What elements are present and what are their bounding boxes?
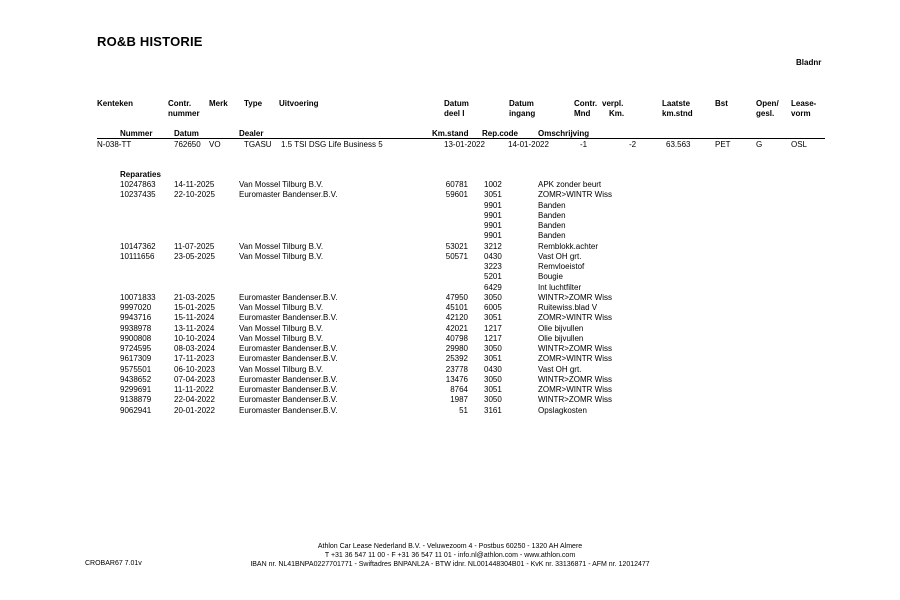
- table-row: [0, 190, 900, 200]
- repair-nummer: 9997020: [120, 303, 152, 312]
- table-row: [0, 180, 900, 190]
- repair-km: 60781: [445, 180, 468, 189]
- repair-datum: 21-03-2025: [174, 292, 215, 302]
- repair-omschrijving: Banden: [538, 210, 566, 220]
- repair-omschrijving: WINTR>ZOMR Wiss: [538, 344, 612, 353]
- repair-nummer: 9617309: [120, 354, 152, 364]
- vehicle-open-gesl: G: [756, 140, 763, 149]
- table-row: [0, 375, 900, 385]
- repair-code: 3051: [484, 190, 502, 200]
- header-contr-mnd-2: Mnd: [574, 109, 591, 118]
- repair-nummer: 10071833: [120, 292, 156, 302]
- repair-omschrijving: Ruitewiss.blad V: [538, 303, 598, 312]
- repair-km: 59601: [445, 190, 468, 200]
- repair-omschrijving: Remvloeistof: [538, 262, 585, 271]
- repair-km: 42021: [445, 323, 468, 333]
- vehicle-bst: PET: [715, 140, 731, 149]
- repair-code: 0430: [484, 364, 502, 374]
- repair-km: 50571: [445, 251, 468, 261]
- table-row: [0, 293, 900, 303]
- repair-code: 3051: [484, 354, 502, 364]
- header-contract-1: Contr.: [168, 99, 192, 108]
- repair-dealer: Euromaster Bandenser.B.V.: [239, 354, 338, 364]
- repair-nummer: 10247863: [120, 180, 156, 189]
- header-datum-ingang-2: ingang: [509, 109, 536, 118]
- header-datum: Datum: [174, 129, 199, 138]
- header-contract-2: nummer: [168, 109, 200, 118]
- repair-km: 29980: [445, 344, 468, 353]
- header-merk: Merk: [209, 99, 228, 108]
- repair-datum: 10-10-2024: [174, 333, 215, 343]
- repair-dealer: Van Mossel Tilburg B.V.: [239, 180, 324, 189]
- repair-omschrijving: WINTR>ZOMR Wiss: [538, 395, 612, 405]
- page-number-label: Bladnr: [796, 58, 822, 67]
- repair-nummer: 9575501: [120, 364, 152, 374]
- header-datum-ingang-1: Datum: [509, 99, 534, 108]
- header-type: Type: [244, 99, 263, 108]
- repair-omschrijving: Banden: [538, 200, 566, 210]
- reparaties-heading: Reparaties: [120, 170, 161, 179]
- repair-code: 3050: [484, 395, 502, 405]
- repair-nummer: 9062941: [120, 405, 152, 415]
- repair-omschrijving: Remblokk.achter: [538, 241, 599, 251]
- repair-km: 51: [459, 405, 468, 415]
- repair-code: 9901: [484, 210, 502, 220]
- repair-datum: 15-11-2024: [174, 313, 215, 323]
- repair-code: 1217: [484, 323, 502, 333]
- repair-code: 3212: [484, 241, 502, 251]
- repair-nummer: 9724595: [120, 344, 152, 353]
- header-open-1: Open/: [756, 99, 779, 108]
- repair-km: 1987: [450, 395, 468, 405]
- repair-dealer: Van Mossel Tilburg B.V.: [239, 303, 324, 312]
- repair-omschrijving: WINTR>ZOMR Wiss: [538, 292, 612, 302]
- repair-km: 53021: [445, 241, 468, 251]
- vehicle-uitvoering: 1.5 TSI DSG Life Business 5: [281, 140, 383, 149]
- repair-code: 6429: [484, 282, 502, 292]
- repair-nummer: 9943716: [120, 313, 152, 323]
- repair-nummer: 9938978: [120, 323, 152, 333]
- repair-dealer: Euromaster Bandenser.B.V.: [239, 292, 338, 302]
- header-laatste-1: Laatste: [662, 99, 691, 108]
- repair-nummer: 10237435: [120, 190, 156, 200]
- repair-km: 40798: [445, 333, 468, 343]
- repair-dealer: Euromaster Bandenser.B.V.: [239, 395, 338, 405]
- repair-code: 3050: [484, 292, 502, 302]
- table-row: [0, 365, 900, 375]
- repair-code: 3223: [484, 262, 502, 271]
- repair-dealer: Euromaster Bandenser.B.V.: [239, 344, 338, 353]
- repair-dealer: Euromaster Bandenser.B.V.: [239, 313, 338, 323]
- repair-omschrijving: Int luchtfilter: [538, 282, 582, 292]
- vehicle-contr-mnd: -1: [580, 140, 588, 149]
- repair-omschrijving: Olie bijvullen: [538, 323, 584, 333]
- repair-km: 25392: [445, 354, 468, 364]
- table-row: [0, 201, 900, 211]
- repair-dealer: Euromaster Bandenser.B.V.: [239, 385, 338, 394]
- header-verpl-km-1: verpl.: [602, 99, 624, 108]
- footer-address: Athlon Car Lease Nederland B.V. - Veluwezoom 4 - Postbus 60250 - 1320 AH Almere: [317, 543, 583, 550]
- repair-omschrijving: WINTR>ZOMR Wiss: [538, 374, 612, 384]
- repair-datum: 07-04-2023: [174, 374, 215, 384]
- header-lease-1: Lease-: [791, 99, 817, 108]
- header-kmstand: Km.stand: [432, 129, 469, 138]
- repair-datum: 23-05-2025: [174, 251, 215, 261]
- table-row: [0, 283, 900, 293]
- header-datum-deel-1: Datum: [444, 99, 469, 108]
- header-verpl-km-2: Km.: [609, 109, 625, 118]
- table-row: [0, 262, 900, 272]
- table-row: [0, 395, 900, 405]
- repair-km: 47950: [445, 292, 468, 302]
- repair-datum: 22-10-2025: [174, 190, 215, 200]
- repair-nummer: 9299691: [120, 385, 152, 394]
- repair-omschrijving: Banden: [538, 231, 566, 241]
- repair-code: 3051: [484, 313, 502, 323]
- document-title: RO&B HISTORIE: [97, 34, 203, 49]
- repair-dealer: Euromaster Bandenser.B.V.: [239, 374, 338, 384]
- repair-code: 9901: [484, 231, 502, 241]
- table-row: [0, 303, 900, 313]
- table-row: [0, 324, 900, 334]
- header-contr-mnd-1: Contr.: [574, 99, 598, 108]
- vehicle-type: TGASU: [244, 140, 272, 149]
- footer-bank-details: IBAN nr. NL41BNPA0227701771 - Swiftadres BNPANL2A - BTW idnr. NL001448304B01 - KvK nr. 33136871 - AFM nr. 12012477: [250, 561, 650, 568]
- vehicle-kenteken: N-038-TT: [97, 140, 132, 149]
- header-nummer: Nummer: [120, 129, 153, 138]
- repair-omschrijving: Banden: [538, 221, 566, 230]
- table-row: [0, 211, 900, 221]
- header-lease-2: vorm: [791, 109, 811, 118]
- vehicle-laatste-km: 63.563: [666, 140, 691, 149]
- header-bst: Bst: [715, 99, 728, 108]
- table-row: [0, 252, 900, 262]
- repair-nummer: 9900808: [120, 333, 152, 343]
- footer-contact: T +31 36 547 11 00 - F +31 36 547 11 01 - info.nl@athlon.com - www.athlon.com: [324, 552, 576, 559]
- repair-dealer: Van Mossel Tilburg B.V.: [239, 241, 324, 251]
- vehicle-lease-vorm: OSL: [791, 140, 808, 149]
- header-kenteken: Kenteken: [97, 99, 134, 108]
- repair-dealer: Euromaster Bandenser.B.V.: [239, 405, 338, 415]
- table-row: [0, 221, 900, 231]
- repair-omschrijving: ZOMR>WINTR Wiss: [538, 190, 612, 200]
- repair-datum: 06-10-2023: [174, 364, 215, 374]
- repair-omschrijving: Vast OH grt.: [538, 251, 582, 261]
- repair-km: 8764: [450, 385, 468, 394]
- repair-omschrijving: Olie bijvullen: [538, 333, 584, 343]
- table-row: [0, 272, 900, 282]
- table-row: [0, 334, 900, 344]
- repair-km: 42120: [445, 313, 468, 323]
- header-omschrijving: Omschrijving: [538, 129, 590, 138]
- repair-code: 5201: [484, 272, 502, 282]
- repair-nummer: 10111656: [120, 251, 155, 261]
- repair-code: 1217: [484, 333, 502, 343]
- repair-datum: 14-11-2025: [174, 180, 215, 189]
- repair-omschrijving: Bougie: [538, 272, 563, 282]
- repair-dealer: Euromaster Bandenser.B.V.: [239, 190, 338, 200]
- repair-km: 45101: [445, 303, 468, 312]
- table-row: [0, 242, 900, 252]
- table-row: [0, 231, 900, 241]
- repair-datum: 20-01-2022: [174, 405, 215, 415]
- repair-nummer: 9438652: [120, 374, 152, 384]
- repair-omschrijving: APK zonder beurt: [538, 180, 602, 189]
- vehicle-verpl-km: -2: [629, 140, 637, 149]
- header-uitvoering: Uitvoering: [279, 99, 319, 108]
- form-version: CROBAR67 7.01v: [85, 560, 142, 567]
- repair-code: 3161: [484, 405, 502, 415]
- repair-omschrijving: ZOMR>WINTR Wiss: [538, 385, 612, 394]
- repair-dealer: Van Mossel Tilburg B.V.: [239, 364, 324, 374]
- repair-datum: 17-11-2023: [174, 354, 215, 364]
- table-row: [0, 313, 900, 323]
- repair-km: 13476: [445, 374, 468, 384]
- header-datum-deel-2: deel I: [444, 109, 465, 118]
- header-open-2: gesl.: [756, 109, 775, 118]
- repair-code: 6005: [484, 303, 502, 312]
- repair-omschrijving: Vast OH grt.: [538, 364, 582, 374]
- repair-datum: 22-04-2022: [174, 395, 215, 405]
- repair-code: 3050: [484, 344, 502, 353]
- repair-nummer: 10147362: [120, 241, 156, 251]
- repair-omschrijving: ZOMR>WINTR Wiss: [538, 313, 612, 323]
- table-row: [0, 406, 900, 416]
- header-laatste-2: km.stnd: [662, 109, 693, 118]
- header-dealer: Dealer: [239, 129, 264, 138]
- repair-code: 9901: [484, 200, 502, 210]
- repair-dealer: Van Mossel Tilburg B.V.: [239, 251, 324, 261]
- repair-code: 3050: [484, 374, 502, 384]
- table-row: [0, 354, 900, 364]
- vehicle-contract: 762650: [174, 140, 201, 149]
- repair-omschrijving: ZOMR>WINTR Wiss: [538, 354, 612, 364]
- vehicle-datum-deel-1: 13-01-2022: [444, 140, 485, 149]
- repair-datum: 11-07-2025: [174, 241, 215, 251]
- repair-code: 1002: [484, 180, 502, 189]
- table-row: [0, 385, 900, 395]
- header-repcode: Rep.code: [482, 129, 519, 138]
- vehicle-merk: VO: [209, 140, 221, 149]
- header-divider: [97, 138, 825, 139]
- repair-km: 23778: [445, 364, 468, 374]
- repair-dealer: Van Mossel Tilburg B.V.: [239, 323, 324, 333]
- repair-datum: 11-11-2022: [174, 385, 214, 394]
- vehicle-datum-ingang: 14-01-2022: [508, 140, 549, 149]
- repair-code: 0430: [484, 251, 502, 261]
- repair-nummer: 9138879: [120, 395, 152, 405]
- repair-code: 3051: [484, 385, 502, 394]
- repair-datum: 15-01-2025: [174, 303, 215, 312]
- repair-code: 9901: [484, 221, 502, 230]
- repair-datum: 13-11-2024: [174, 323, 215, 333]
- repair-omschrijving: Opslagkosten: [538, 405, 587, 415]
- table-row: [0, 344, 900, 354]
- repair-datum: 08-03-2024: [174, 344, 215, 353]
- repair-dealer: Van Mossel Tilburg B.V.: [239, 333, 324, 343]
